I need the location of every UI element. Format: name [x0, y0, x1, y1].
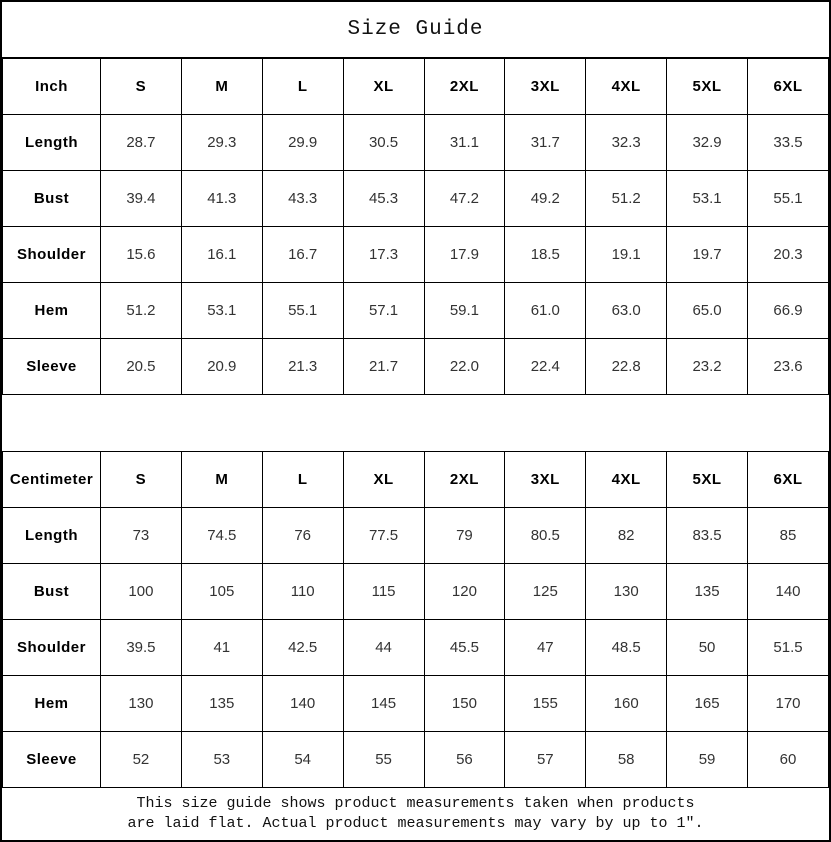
measurement-value-cell: 51.2 [101, 283, 182, 339]
row-label-cell: Shoulder [3, 620, 101, 676]
measurement-value-cell: 30.5 [343, 115, 424, 171]
size-header-cell: 6XL [748, 59, 829, 115]
measurement-value-cell: 17.3 [343, 227, 424, 283]
measurement-value-cell: 58 [586, 732, 667, 788]
measurement-value-cell: 52 [101, 732, 182, 788]
measurement-value-cell: 60 [748, 732, 829, 788]
measurement-value-cell: 33.5 [748, 115, 829, 171]
row-label-cell: Length [3, 508, 101, 564]
measurement-value-cell: 65.0 [667, 283, 748, 339]
measurement-value-cell: 57 [505, 732, 586, 788]
measurement-value-cell: 32.9 [667, 115, 748, 171]
row-label-cell: Shoulder [3, 227, 101, 283]
measurement-value-cell: 120 [424, 564, 505, 620]
row-label-cell: Hem [3, 676, 101, 732]
measurement-value-cell: 77.5 [343, 508, 424, 564]
table-spacer [2, 395, 829, 451]
measurement-row [3, 676, 829, 732]
row-label-cell: Length [3, 115, 101, 171]
measurement-value-cell: 61.0 [505, 283, 586, 339]
measurement-value-cell: 54 [262, 732, 343, 788]
size-header-cell: XL [343, 452, 424, 508]
size-header-cell: L [262, 452, 343, 508]
size-header-cell: XL [343, 59, 424, 115]
size-header-cell: 3XL [505, 59, 586, 115]
measurement-value-cell: 45.3 [343, 171, 424, 227]
measurement-value-cell: 20.9 [181, 339, 262, 395]
size-header-cell: 5XL [667, 59, 748, 115]
measurement-value-cell: 73 [101, 508, 182, 564]
size-header-cell: M [181, 59, 262, 115]
measurement-value-cell: 48.5 [586, 620, 667, 676]
measurement-value-cell: 43.3 [262, 171, 343, 227]
measurement-value-cell: 51.2 [586, 171, 667, 227]
measurement-value-cell: 49.2 [505, 171, 586, 227]
measurement-value-cell: 20.3 [748, 227, 829, 283]
measurement-value-cell: 22.8 [586, 339, 667, 395]
measurement-row [3, 339, 829, 395]
measurement-value-cell: 18.5 [505, 227, 586, 283]
measurement-value-cell: 15.6 [101, 227, 182, 283]
measurement-value-cell: 155 [505, 676, 586, 732]
measurement-value-cell: 135 [181, 676, 262, 732]
size-header-cell: S [101, 452, 182, 508]
measurement-value-cell: 55 [343, 732, 424, 788]
measurement-value-cell: 76 [262, 508, 343, 564]
measurement-value-cell: 19.1 [586, 227, 667, 283]
measurement-value-cell: 23.2 [667, 339, 748, 395]
size-header-cell: 2XL [424, 452, 505, 508]
measurement-value-cell: 85 [748, 508, 829, 564]
measurement-value-cell: 47.2 [424, 171, 505, 227]
measurement-value-cell: 56 [424, 732, 505, 788]
measurement-value-cell: 47 [505, 620, 586, 676]
size-header-cell: 4XL [586, 452, 667, 508]
measurement-row [3, 564, 829, 620]
measurement-value-cell: 31.7 [505, 115, 586, 171]
measurement-value-cell: 63.0 [586, 283, 667, 339]
measurement-value-cell: 59.1 [424, 283, 505, 339]
measurement-value-cell: 105 [181, 564, 262, 620]
measurement-value-cell: 130 [586, 564, 667, 620]
measurement-value-cell: 59 [667, 732, 748, 788]
measurement-value-cell: 130 [101, 676, 182, 732]
measurement-value-cell: 66.9 [748, 283, 829, 339]
measurement-value-cell: 74.5 [181, 508, 262, 564]
measurement-value-cell: 53.1 [667, 171, 748, 227]
footer-note [2, 788, 829, 840]
measurement-value-cell: 140 [262, 676, 343, 732]
measurement-row [3, 115, 829, 171]
measurement-value-cell: 20.5 [101, 339, 182, 395]
centimeter-size-table [2, 451, 829, 788]
measurement-row [3, 227, 829, 283]
measurement-value-cell: 57.1 [343, 283, 424, 339]
measurement-value-cell: 100 [101, 564, 182, 620]
measurement-value-cell: 51.5 [748, 620, 829, 676]
measurement-row [3, 283, 829, 339]
size-header-cell: M [181, 452, 262, 508]
size-header-row [3, 59, 829, 115]
footer-note-line-2: are laid flat. Actual product measurements may vary by up to 1″. [127, 815, 704, 832]
inch-size-table [2, 58, 829, 395]
measurement-value-cell: 55.1 [748, 171, 829, 227]
measurement-value-cell: 41 [181, 620, 262, 676]
measurement-value-cell: 41.3 [181, 171, 262, 227]
measurement-value-cell: 79 [424, 508, 505, 564]
measurement-value-cell: 44 [343, 620, 424, 676]
measurement-value-cell: 39.4 [101, 171, 182, 227]
size-header-cell: S [101, 59, 182, 115]
row-label-cell: Sleeve [3, 339, 101, 395]
measurement-value-cell: 22.0 [424, 339, 505, 395]
row-label-cell: Bust [3, 171, 101, 227]
measurement-value-cell: 21.7 [343, 339, 424, 395]
measurement-row [3, 508, 829, 564]
size-header-cell: 2XL [424, 59, 505, 115]
page-title: Size Guide [2, 2, 829, 58]
measurement-value-cell: 21.3 [262, 339, 343, 395]
measurement-value-cell: 16.7 [262, 227, 343, 283]
measurement-value-cell: 53 [181, 732, 262, 788]
measurement-value-cell: 140 [748, 564, 829, 620]
measurement-value-cell: 53.1 [181, 283, 262, 339]
measurement-value-cell: 31.1 [424, 115, 505, 171]
measurement-value-cell: 29.9 [262, 115, 343, 171]
measurement-value-cell: 145 [343, 676, 424, 732]
size-header-cell: 5XL [667, 452, 748, 508]
measurement-value-cell: 29.3 [181, 115, 262, 171]
measurement-value-cell: 23.6 [748, 339, 829, 395]
measurement-value-cell: 19.7 [667, 227, 748, 283]
measurement-value-cell: 16.1 [181, 227, 262, 283]
row-label-cell: Sleeve [3, 732, 101, 788]
measurement-value-cell: 45.5 [424, 620, 505, 676]
measurement-value-cell: 82 [586, 508, 667, 564]
measurement-value-cell: 83.5 [667, 508, 748, 564]
size-header-cell: L [262, 59, 343, 115]
measurement-row [3, 732, 829, 788]
size-header-row [3, 452, 829, 508]
unit-header-cell: Centimeter [3, 452, 101, 508]
measurement-value-cell: 32.3 [586, 115, 667, 171]
measurement-row [3, 171, 829, 227]
measurement-value-cell: 165 [667, 676, 748, 732]
footer-note-line-1: This size guide shows product measurements taken when products [136, 795, 695, 812]
measurement-value-cell: 55.1 [262, 283, 343, 339]
measurement-value-cell: 135 [667, 564, 748, 620]
measurement-value-cell: 22.4 [505, 339, 586, 395]
row-label-cell: Hem [3, 283, 101, 339]
size-header-cell: 4XL [586, 59, 667, 115]
row-label-cell: Bust [3, 564, 101, 620]
measurement-value-cell: 110 [262, 564, 343, 620]
measurement-value-cell: 42.5 [262, 620, 343, 676]
measurement-value-cell: 50 [667, 620, 748, 676]
unit-header-cell: Inch [3, 59, 101, 115]
measurement-value-cell: 28.7 [101, 115, 182, 171]
size-header-cell: 6XL [748, 452, 829, 508]
measurement-value-cell: 170 [748, 676, 829, 732]
measurement-value-cell: 115 [343, 564, 424, 620]
measurement-value-cell: 80.5 [505, 508, 586, 564]
measurement-value-cell: 160 [586, 676, 667, 732]
size-header-cell: 3XL [505, 452, 586, 508]
measurement-value-cell: 150 [424, 676, 505, 732]
measurement-value-cell: 39.5 [101, 620, 182, 676]
measurement-value-cell: 125 [505, 564, 586, 620]
measurement-row [3, 620, 829, 676]
measurement-value-cell: 17.9 [424, 227, 505, 283]
